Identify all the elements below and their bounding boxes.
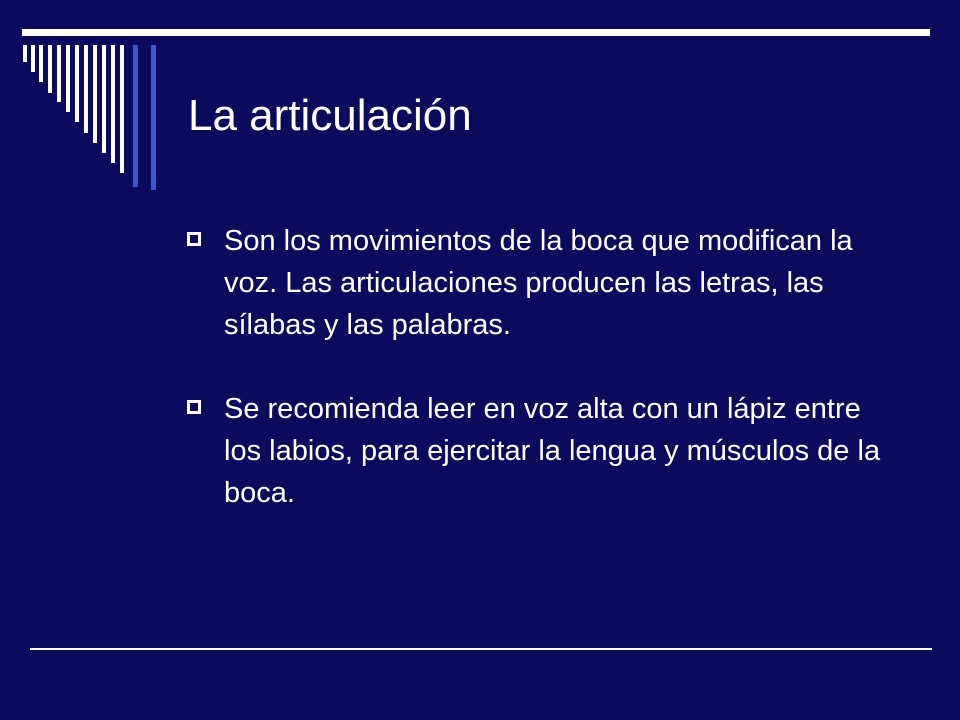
bullet-text: Son los movimientos de la boca que modifican la voz. Las articulaciones producen las letras, las sílabas y las palabras. (224, 225, 853, 341)
hollow-square-icon (187, 400, 201, 414)
bullet-text: Se recomienda leer en voz alta con un lápiz entre los labios, para ejercitar la lengua y músculos de la boca. (224, 393, 881, 509)
hollow-square-icon (187, 232, 201, 246)
bottom-divider (30, 648, 932, 650)
bullet-list (186, 220, 886, 556)
comb-stripes-decoration (0, 0, 170, 200)
bullet-item (186, 220, 886, 346)
bullet-item (186, 388, 886, 514)
slide-title: La articulación (188, 91, 472, 140)
